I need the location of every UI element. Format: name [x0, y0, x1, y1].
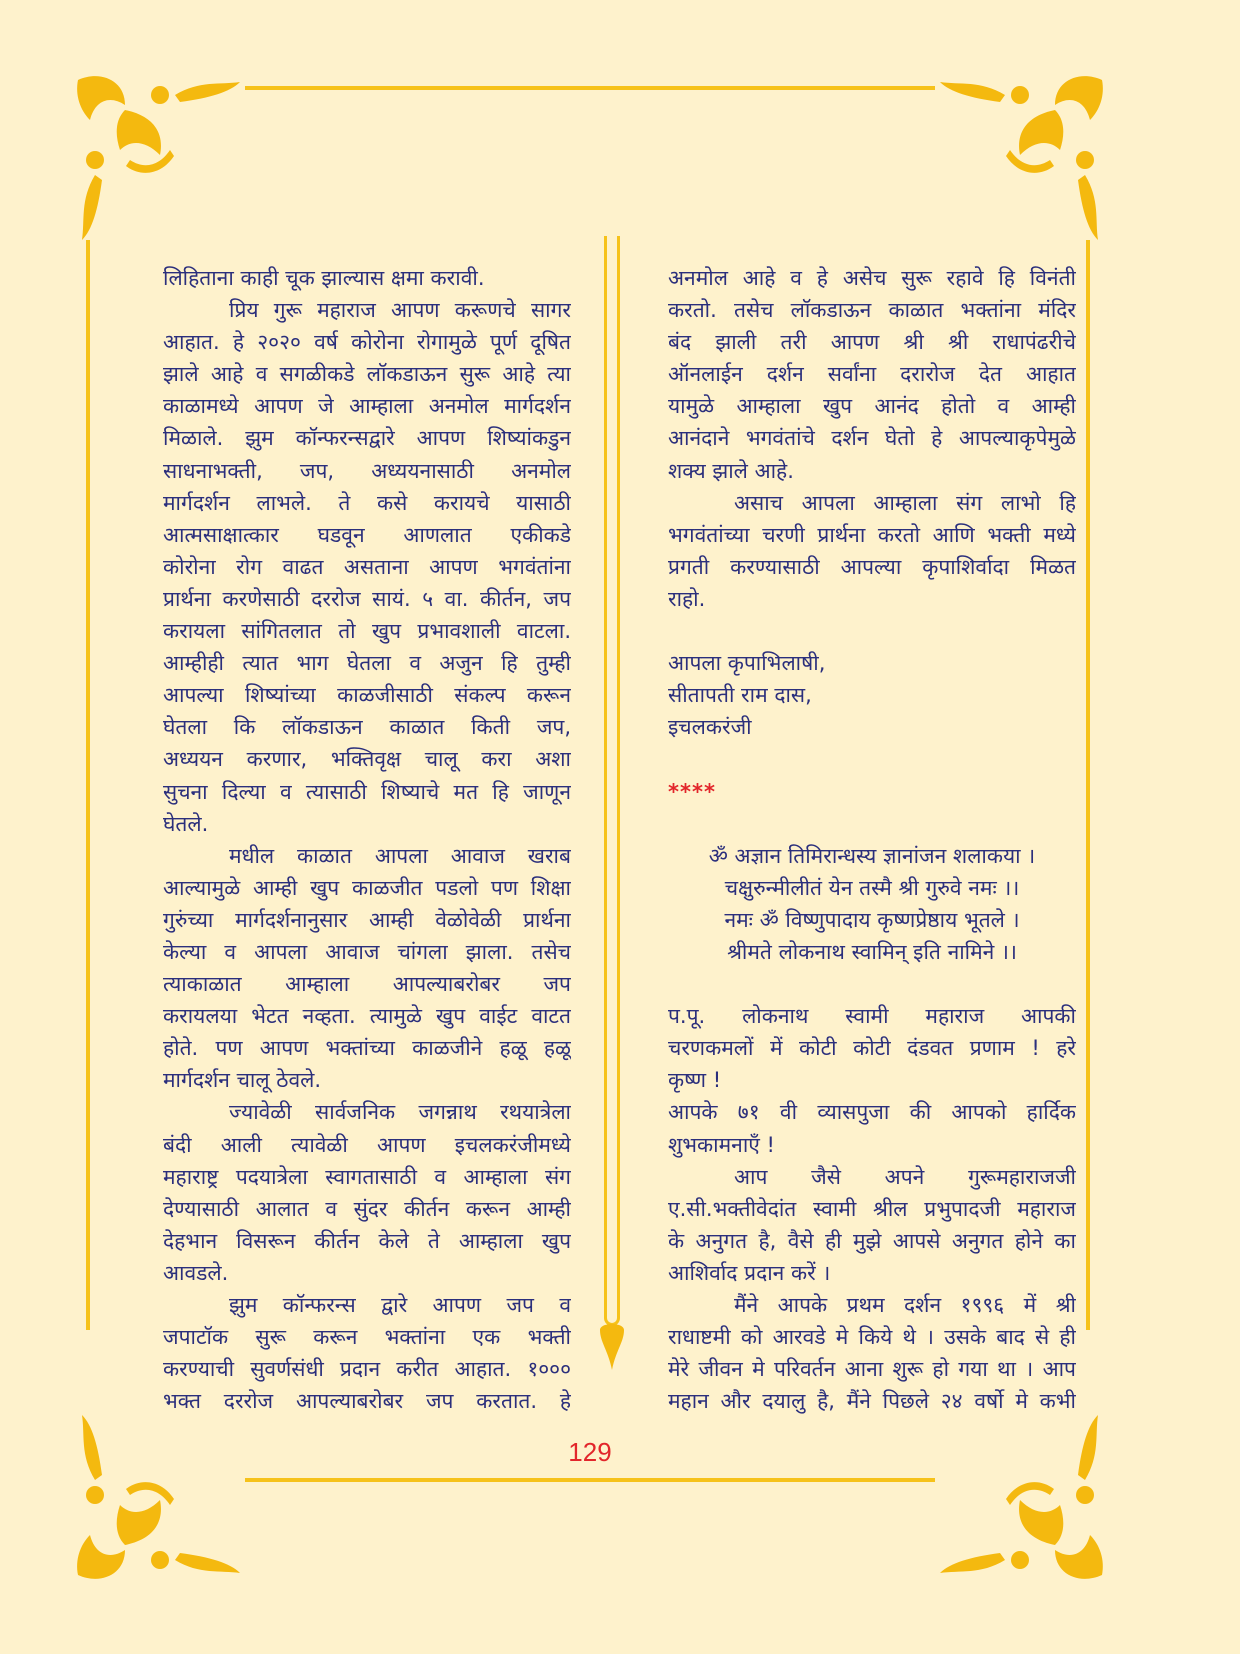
- left-border-line: [86, 240, 90, 1330]
- text-line: घेतला कि लॉकडाऊन काळात किती जप,: [163, 715, 571, 740]
- text-line: जपाटॉक सुरू करून भक्तांना एक भक्ती: [163, 1325, 571, 1350]
- paragraph: [163, 262, 571, 294]
- text-line: आत्मसाक्षात्कार घडवून आणलात एकीकडे: [163, 522, 571, 547]
- stars-decoration: ****: [668, 779, 716, 804]
- corner-ornament-bottom-left: [70, 1405, 250, 1585]
- paragraph: [668, 1161, 1076, 1289]
- text-line: ॐ अज्ञान तिमिरान्धस्य ज्ञानांजन शलाकया ।: [708, 843, 1036, 868]
- text-line: देहभान विसरून कीर्तन केले ते आम्हाला खुप: [163, 1228, 571, 1253]
- spacer: [668, 968, 1076, 1000]
- text-line: [668, 743, 1076, 775]
- text-line: प्रिय गुरू महाराज आपण करूणचे सागर: [229, 298, 571, 323]
- text-line: करतो. तसेच लॉकडाऊन काळात भक्तांना मंदिर: [668, 298, 1076, 323]
- text-line: देण्यासाठी आलात व सुंदर कीर्तन करून आम्ही: [163, 1196, 571, 1221]
- text-line: आपके ७१ वी व्यासपुजा की आपको हार्दिक: [668, 1100, 1076, 1125]
- shloka-verse: [668, 840, 1076, 968]
- text-line: मिळाले. झुम कॉन्फरन्सद्वारे आपण शिष्यांकडुन: [163, 426, 571, 451]
- corner-ornament-bottom-right: [930, 1405, 1110, 1585]
- text-line: आनंदाने भगवंतांचे दर्शन घेतो हे आपल्याकृपेमुळे: [668, 426, 1076, 451]
- text-line: चरणकमलों में कोटी कोटी दंडवत प्रणाम ! हरे: [668, 1036, 1076, 1061]
- text-line: काळामध्ये आपण जे आम्हाला अनमोल मार्गदर्शन: [163, 394, 571, 419]
- text-line: करण्याची सुवर्णसंधी प्रदान करीत आहात. १०००: [163, 1357, 571, 1382]
- text-line: त्याकाळात आम्हाला आपल्याबरोबर जप: [163, 972, 571, 997]
- paragraph: [668, 262, 1076, 487]
- text-line: प्रार्थना करणेसाठी दररोज सायं. ५ वा. कीर्तन, जप: [163, 586, 571, 611]
- text-line: मेरे जीवन मे परिवर्तन आना शुरू हो गया था । आप: [668, 1357, 1076, 1382]
- text-line: सुचना दिल्या व त्यासाठी शिष्याचे मत हि जाणून: [163, 779, 571, 804]
- spacer: [668, 808, 1076, 840]
- text-line: झाले आहे व सगळीकडे लॉकडाऊन सुरू आहे त्या: [163, 362, 571, 387]
- top-border-line: [245, 86, 935, 90]
- paragraph: [163, 840, 571, 1097]
- text-line: आवडले.: [163, 1260, 229, 1285]
- text-line: अनमोल आहे व हे असेच सुरू रहावे हि विनंती: [668, 266, 1076, 290]
- text-line: [668, 808, 1076, 840]
- text-line: सीतापती राम दास,: [668, 683, 812, 708]
- paragraph: [163, 1289, 571, 1417]
- right-border-line: [1086, 240, 1090, 1330]
- text-line: चक्षुरुन्मीलीतं येन तस्मै श्री गुरुवे नमः ।।: [724, 875, 1020, 900]
- text-line: आल्यामुळे आम्ही खुप काळजीत पडलो पण शिक्षा: [163, 875, 571, 900]
- paragraph: [668, 1096, 1076, 1160]
- paragraph: [163, 294, 571, 840]
- text-line: अध्ययन करणार, भक्तिवृक्ष चालू करा अशा: [163, 747, 571, 772]
- text-line: करायला सांगितलात तो खुप प्रभावशाली वाटला.: [163, 619, 571, 644]
- text-line: आम्हीही त्यात भाग घेतला व अजुन हि तुम्ही: [163, 651, 571, 676]
- column-divider: [604, 236, 620, 1326]
- text-line: कोरोना रोग वाढत असताना आपण भगवंतांना: [163, 554, 571, 579]
- text-line: भगवंतांच्या चरणी प्रार्थना करतो आणि भक्ती मध्ये: [668, 522, 1076, 547]
- right-column: [668, 262, 1076, 1417]
- text-line: ऑनलाईन दर्शन सर्वांना दरारोज देत आहात: [668, 362, 1076, 387]
- signature-block: [668, 647, 1076, 743]
- text-line: कृष्ण !: [668, 1068, 722, 1093]
- text-line: आप जैसे अपने गुरूमहाराजजी: [734, 1164, 1076, 1189]
- text-line: असाच आपला आम्हाला संग लाभो हि: [734, 490, 1076, 515]
- separator-stars: [668, 776, 1076, 808]
- paragraph: [668, 1000, 1076, 1096]
- text-line: साधनाभक्ती, जप, अध्ययनासाठी अनमोल: [163, 458, 571, 483]
- text-line: झुम कॉन्फरन्स द्वारे आपण जप व: [229, 1293, 571, 1317]
- text-line: आपला कृपाभिलाषी,: [668, 651, 826, 676]
- spacer: [668, 743, 1076, 775]
- page-number: 129: [568, 1437, 612, 1467]
- text-line: बंद झाली तरी आपण श्री श्री राधापंढरीचे: [668, 330, 1076, 355]
- left-column: [163, 262, 571, 1417]
- text-line: [668, 615, 1076, 647]
- text-line: केल्या व आपला आवाज चांगला झाला. तसेच: [163, 939, 571, 964]
- text-line: महाराष्ट्र पदयात्रेला स्वागतासाठी व आम्हाला संग: [163, 1164, 571, 1189]
- text-line: श्रीमते लोकनाथ स्वामिन् इति नामिने ।।: [727, 939, 1017, 964]
- text-line: बंदी आली त्यावेळी आपण इचलकरंजीमध्ये: [163, 1132, 571, 1157]
- text-line: शक्य झाले आहे.: [668, 458, 794, 483]
- text-line: नमः ॐ विष्णुपादाय कृष्णप्रेष्ठाय भूतले ।: [724, 907, 1020, 932]
- text-line: मार्गदर्शन चालू ठेवले.: [163, 1068, 322, 1093]
- text-line: यामुळे आम्हाला खुप आनंद होतो व आम्ही: [668, 394, 1076, 419]
- text-line: प.पू. लोकनाथ स्वामी महाराज आपकी: [668, 1004, 1076, 1029]
- text-line: [668, 968, 1076, 1000]
- text-line: लिहिताना काही चूक झाल्यास क्षमा करावी.: [163, 266, 485, 290]
- paragraph: [668, 1289, 1076, 1417]
- text-line: आशिर्वाद प्रदान करें ।: [668, 1260, 831, 1285]
- text-line: भक्त दररोज आपल्याबरोबर जप करतात. हे: [163, 1389, 571, 1414]
- text-line: मार्गदर्शन लाभले. ते कसे करायचे यासाठी: [163, 490, 571, 515]
- text-line: आहात. हे २०२० वर्ष कोरोना रोगामुळे पूर्ण दूषित: [163, 330, 571, 355]
- paragraph: [163, 1096, 571, 1289]
- text-line: आपल्या शिष्यांच्या काळजीसाठी संकल्प करून: [163, 683, 571, 708]
- text-line: राधाष्टमी को आरवडे मे किये थे । उसके बाद से ही: [668, 1325, 1076, 1350]
- text-line: ज्यावेळी सार्वजनिक जगन्नाथ रथयात्रेला: [229, 1100, 571, 1125]
- text-line: गुरुंच्या मार्गदर्शनानुसार आम्ही वेळोवेळी प्रार्थना: [163, 907, 571, 932]
- corner-ornament-top-left: [70, 70, 250, 250]
- text-line: करायलया भेटत नव्हता. त्यामुळे खुप वाईट वाटत: [163, 1004, 571, 1029]
- paragraph: [668, 487, 1076, 615]
- text-line: मधील काळात आपला आवाज खराब: [229, 843, 571, 868]
- text-line: इचलकरंजी: [668, 715, 752, 740]
- text-line: होते. पण आपण भक्तांच्या काळजीने हळू हळू: [163, 1036, 571, 1061]
- spacer: [668, 615, 1076, 647]
- text-line: महान और दयालु है, मैंने पिछले २४ वर्षो मे कभी: [668, 1389, 1076, 1414]
- corner-ornament-top-right: [930, 70, 1110, 250]
- text-line: के अनुगत है, वैसे ही मुझे आपसे अनुगत होने का: [668, 1228, 1076, 1253]
- text-line: घेतले.: [163, 811, 209, 836]
- text-line: मैंने आपके प्रथम दर्शन १९९६ में श्री: [734, 1293, 1076, 1317]
- text-line: ए.सी.भक्तीवेदांत स्वामी श्रील प्रभुपादजी महाराज: [668, 1196, 1076, 1221]
- text-line: राहो.: [668, 586, 706, 611]
- text-line: शुभकामनाएँ !: [668, 1132, 775, 1157]
- bottom-border-line: [245, 1478, 935, 1482]
- divider-drop-ornament: [598, 1320, 626, 1372]
- text-line: प्रगती करण्यासाठी आपल्या कृपाशिर्वादा मिळत: [668, 554, 1076, 579]
